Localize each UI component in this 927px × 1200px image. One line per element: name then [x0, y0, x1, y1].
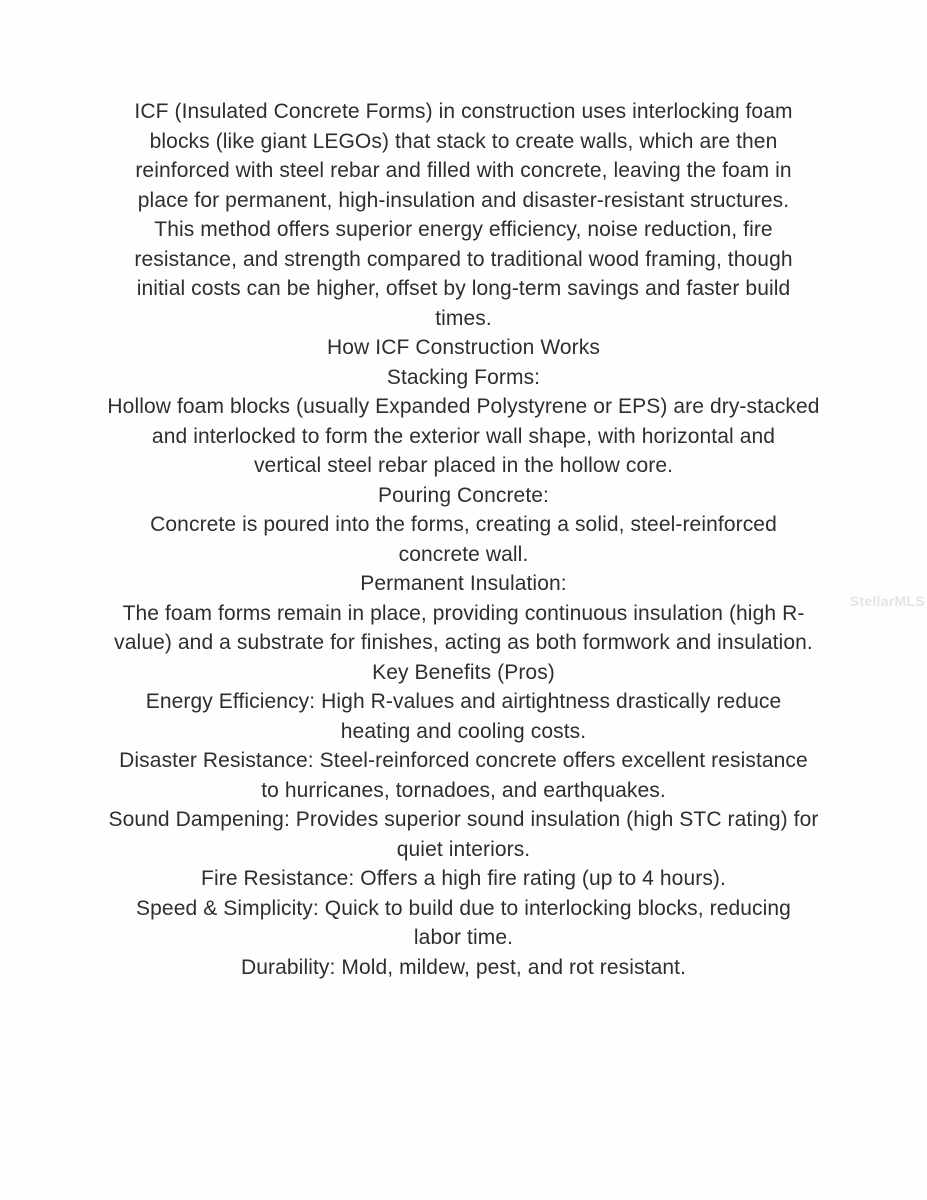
stellar-mls-watermark: StellarMLS	[849, 593, 925, 609]
text-line: to hurricanes, tornadoes, and earthquakes.	[261, 778, 666, 802]
text-line: initial costs can be higher, offset by long-term savings and faster build	[136, 277, 791, 300]
text-line: Fire Resistance: Offers a high fire rating (up to 4 hours).	[201, 867, 726, 890]
text-line: and interlocked to form the exterior wall shape, with horizontal and	[151, 424, 776, 448]
text-line: ICF (Insulated Concrete Forms) in construction uses interlocking foam	[134, 100, 793, 123]
text-line: heating and cooling costs.	[340, 719, 587, 743]
text-line: Concrete is poured into the forms, creating a solid, steel-reinforced	[150, 513, 777, 536]
text-line: blocks (like giant LEGOs) that stack to create walls, which are then	[149, 129, 778, 153]
text-line: times.	[435, 306, 492, 330]
text-line: Energy Efficiency: High R-values and airtightness drastically reduce	[145, 690, 782, 713]
text-line: Disaster Resistance: Steel-reinforced concrete offers excellent resistance	[119, 749, 808, 772]
text-line: concrete wall.	[398, 542, 529, 566]
text-line: Pouring Concrete:	[378, 483, 549, 507]
document-text-block	[0, 97, 927, 982]
text-line: Sound Dampening: Provides superior sound insulation (high STC rating) for	[108, 808, 819, 831]
text-line: Stacking Forms:	[386, 365, 541, 389]
text-line: Hollow foam blocks (usually Expanded Polystyrene or EPS) are dry-stacked	[107, 395, 820, 418]
text-line: Speed & Simplicity: Quick to build due to interlocking blocks, reducing	[136, 896, 791, 920]
text-line: reinforced with steel rebar and filled with concrete, leaving the foam in	[135, 159, 792, 182]
text-line: This method offers superior energy efficiency, noise reduction, fire	[154, 218, 773, 241]
text-line: value) and a substrate for finishes, acting as both formwork and insulation.	[114, 631, 813, 654]
text-line: labor time.	[413, 926, 514, 949]
text-line: vertical steel rebar placed in the hollow core.	[253, 454, 674, 477]
text-line: Key Benefits (Pros)	[372, 660, 555, 684]
text-line: resistance, and strength compared to traditional wood framing, though	[134, 247, 793, 271]
text-line: The foam forms remain in place, providing continuous insulation (high R-	[122, 601, 805, 625]
text-line: Durability: Mold, mildew, pest, and rot resistant.	[240, 955, 686, 979]
text-line: How ICF Construction Works	[327, 336, 600, 359]
text-line: place for permanent, high-insulation and disaster-resistant structures.	[137, 188, 790, 212]
text-line: Permanent Insulation:	[360, 572, 567, 595]
text-line: quiet interiors.	[396, 837, 531, 861]
